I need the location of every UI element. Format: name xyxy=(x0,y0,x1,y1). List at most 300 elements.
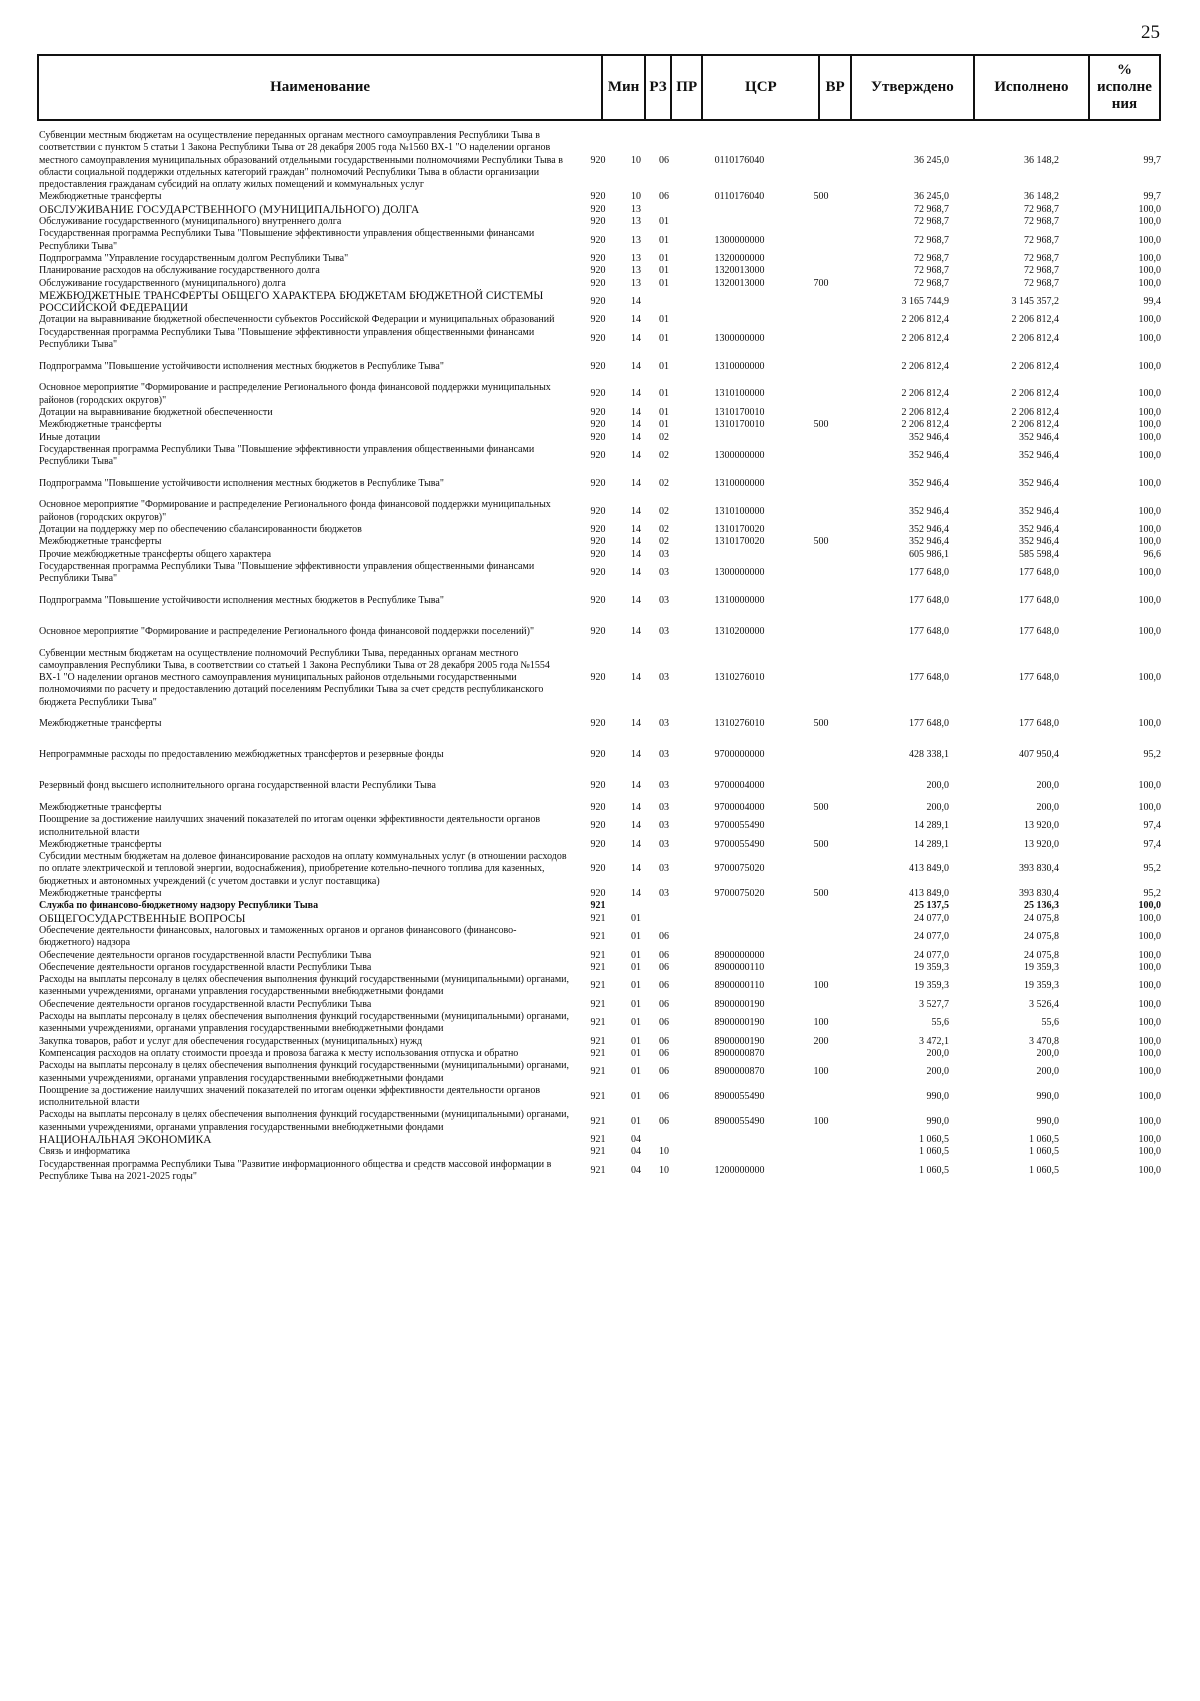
table-row xyxy=(39,1134,1161,1146)
row-percent: 96,6 xyxy=(1143,548,1161,560)
row-approved: 990,0 xyxy=(926,1090,949,1102)
row-name: Дотации на поддержку мер по обеспечению сбалансированности бюджетов xyxy=(39,524,362,536)
row-csr: 9700004000 xyxy=(714,801,765,813)
row-rz: 14 xyxy=(631,594,641,606)
row-approved: 2 206 812,4 xyxy=(901,419,949,431)
row-min: 920 xyxy=(590,780,606,792)
table-row xyxy=(39,228,1161,253)
row-approved: 200,0 xyxy=(926,1066,949,1078)
row-name: МЕЖБЮДЖЕТНЫЕ ТРАНСФЕРТЫ ОБЩЕГО ХАРАКТЕРА БЮДЖЕТАМ БЮДЖЕТНОЙ СИСТЕМЫ РОССИЙСКОЙ ФЕДЕРАЦИИ xyxy=(39,289,544,315)
row-min: 920 xyxy=(590,252,606,264)
row-executed: 72 968,7 xyxy=(1024,234,1059,246)
row-vr xyxy=(802,549,840,561)
row-csr: 8900000870 xyxy=(714,1047,765,1059)
row-vr xyxy=(802,561,840,586)
row-name: Основное мероприятие "Формирование и распределение Регионального фонда финансовой поддержки поселений)" xyxy=(39,625,535,637)
row-pr xyxy=(651,1134,677,1146)
row-approved: 177 648,0 xyxy=(909,567,949,579)
row-name: Резервный фонд высшего исполнительного органа государственной власти Республики Тыва xyxy=(39,780,436,792)
row-csr: 9700075020 xyxy=(714,888,765,900)
row-rz: 01 xyxy=(631,949,641,961)
row-name: Подпрограмма "Повышение устойчивости исполнения местных бюджетов в Республике Тыва" xyxy=(39,360,444,372)
table-row xyxy=(39,839,1161,851)
row-min: 920 xyxy=(590,406,606,418)
table-row xyxy=(39,407,1161,419)
row-rz: 14 xyxy=(631,548,641,560)
row-executed: 352 946,4 xyxy=(1019,477,1059,489)
row-approved: 200,0 xyxy=(926,780,949,792)
row-name: Расходы на выплаты персоналу в целях обеспечения выполнения функций государственными (муниципальными) органами, казенными учреждениями, органами управления государственными внебюджетными фондами xyxy=(39,974,570,998)
row-min: 921 xyxy=(590,1115,606,1127)
row-pr xyxy=(651,913,677,925)
row-rz: 14 xyxy=(631,567,641,579)
row-vr: 500 xyxy=(813,191,829,203)
row-csr: 1320013000 xyxy=(714,277,765,289)
row-pr: 06 xyxy=(659,998,669,1010)
row-percent: 100,0 xyxy=(1138,216,1161,228)
row-vr xyxy=(802,130,840,191)
row-percent: 95,2 xyxy=(1143,888,1161,900)
row-executed: 1 060,5 xyxy=(1029,1146,1059,1158)
row-csr: 1310000000 xyxy=(714,477,765,489)
row-executed: 24 075,8 xyxy=(1024,949,1059,961)
row-executed: 72 968,7 xyxy=(1024,216,1059,228)
row-percent: 100,0 xyxy=(1138,912,1161,924)
table-row xyxy=(39,1159,1161,1184)
row-vr xyxy=(802,913,840,925)
row-vr xyxy=(802,253,840,265)
row-pr: 03 xyxy=(659,625,669,637)
row-name: Межбюджетные трансферты xyxy=(39,718,162,730)
row-vr xyxy=(802,851,840,888)
row-approved: 72 968,7 xyxy=(914,203,949,215)
table-row xyxy=(39,314,1161,326)
row-pr: 02 xyxy=(659,449,669,461)
row-approved: 428 338,1 xyxy=(909,749,949,761)
row-vr xyxy=(802,432,840,444)
table-row xyxy=(39,771,1161,802)
row-executed: 2 206 812,4 xyxy=(1011,419,1059,431)
row-approved: 352 946,4 xyxy=(909,536,949,548)
row-percent: 97,4 xyxy=(1143,820,1161,832)
row-pr: 01 xyxy=(659,216,669,228)
row-vr: 700 xyxy=(813,277,829,289)
row-rz: 14 xyxy=(631,801,641,813)
row-approved: 72 968,7 xyxy=(914,216,949,228)
row-min: 920 xyxy=(590,265,606,277)
row-percent: 100,0 xyxy=(1138,1146,1161,1158)
row-csr xyxy=(677,1134,802,1146)
row-executed: 13 920,0 xyxy=(1024,820,1059,832)
row-pr: 01 xyxy=(659,360,669,372)
row-pr xyxy=(651,204,677,216)
row-rz: 14 xyxy=(631,449,641,461)
row-pr: 06 xyxy=(659,1090,669,1102)
row-min: 920 xyxy=(590,191,606,203)
row-executed: 990,0 xyxy=(1036,1090,1059,1102)
row-executed: 19 359,3 xyxy=(1024,980,1059,992)
row-min: 920 xyxy=(590,203,606,215)
row-min: 921 xyxy=(590,1164,606,1176)
row-executed: 2 206 812,4 xyxy=(1011,406,1059,418)
row-approved: 72 968,7 xyxy=(914,277,949,289)
row-name: Дотации на выравнивание бюджетной обеспеченности xyxy=(39,406,273,418)
row-pr: 03 xyxy=(659,863,669,875)
row-vr xyxy=(802,265,840,277)
row-rz: 13 xyxy=(631,265,641,277)
row-min: 920 xyxy=(590,548,606,560)
row-min: 921 xyxy=(590,1066,606,1078)
table-row xyxy=(39,648,1161,709)
row-rz: 13 xyxy=(631,252,641,264)
row-approved: 55,6 xyxy=(931,1017,949,1029)
row-rz: 01 xyxy=(631,1047,641,1059)
row-approved: 413 849,0 xyxy=(909,888,949,900)
row-percent: 100,0 xyxy=(1138,431,1161,443)
row-name: Иные дотации xyxy=(39,431,101,443)
row-vr xyxy=(802,1048,840,1060)
row-csr xyxy=(677,913,802,925)
row-vr xyxy=(802,327,840,352)
row-min: 921 xyxy=(590,931,606,943)
row-approved: 36 245,0 xyxy=(914,154,949,166)
row-executed: 72 968,7 xyxy=(1024,265,1059,277)
table-row xyxy=(39,962,1161,974)
row-vr xyxy=(802,228,840,253)
row-vr xyxy=(802,1134,840,1146)
table-row xyxy=(39,1060,1161,1085)
row-pr: 06 xyxy=(659,1115,669,1127)
row-vr xyxy=(802,204,840,216)
row-percent: 100,0 xyxy=(1138,314,1161,326)
row-executed: 13 920,0 xyxy=(1024,838,1059,850)
row-executed: 177 648,0 xyxy=(1019,672,1059,684)
row-executed: 3 470,8 xyxy=(1029,1035,1059,1047)
row-pr: 03 xyxy=(659,820,669,832)
row-name: Планирование расходов на обслуживание государственного долга xyxy=(39,265,320,277)
row-pr: 01 xyxy=(659,406,669,418)
table-row xyxy=(39,499,1161,524)
row-percent: 100,0 xyxy=(1138,203,1161,215)
row-approved: 24 077,0 xyxy=(914,912,949,924)
row-pr: 01 xyxy=(659,234,669,246)
row-min: 920 xyxy=(590,594,606,606)
row-rz: 14 xyxy=(631,838,641,850)
row-csr xyxy=(677,1146,802,1158)
header-executed: Исполнено xyxy=(974,55,1089,120)
row-approved: 177 648,0 xyxy=(909,718,949,730)
row-rz: 14 xyxy=(631,431,641,443)
row-executed: 407 950,4 xyxy=(1019,749,1059,761)
row-approved: 72 968,7 xyxy=(914,252,949,264)
row-rz: 01 xyxy=(631,1090,641,1102)
row-pr: 06 xyxy=(659,961,669,973)
row-pr: 03 xyxy=(659,749,669,761)
row-pr: 03 xyxy=(659,718,669,730)
table-row xyxy=(39,802,1161,814)
row-name: Государственная программа Республики Тыва "Повышение эффективности управления общественными финансами Республики Тыва" xyxy=(39,443,535,468)
row-csr: 9700000000 xyxy=(714,749,765,761)
row-min: 920 xyxy=(590,314,606,326)
row-vr xyxy=(802,1085,840,1110)
row-approved: 2 206 812,4 xyxy=(901,388,949,400)
row-csr: 8900055490 xyxy=(714,1115,765,1127)
row-vr: 500 xyxy=(813,801,829,813)
row-min: 920 xyxy=(590,431,606,443)
row-pr: 03 xyxy=(659,888,669,900)
row-pr xyxy=(651,900,677,912)
row-rz: 13 xyxy=(631,203,641,215)
table-row xyxy=(39,900,1161,912)
row-min: 920 xyxy=(590,888,606,900)
row-rz: 01 xyxy=(631,1115,641,1127)
row-vr xyxy=(802,648,840,709)
row-rz: 01 xyxy=(631,1017,641,1029)
row-csr: 8900000190 xyxy=(714,998,765,1010)
row-percent: 100,0 xyxy=(1138,1066,1161,1078)
header-percent-label: исполне ния xyxy=(1096,78,1152,113)
row-executed: 585 598,4 xyxy=(1019,548,1059,560)
row-vr: 500 xyxy=(813,536,829,548)
row-vr: 500 xyxy=(813,888,829,900)
table-row xyxy=(39,561,1161,586)
row-pr: 06 xyxy=(659,931,669,943)
row-executed: 352 946,4 xyxy=(1019,505,1059,517)
row-rz: 14 xyxy=(631,388,641,400)
row-name: Расходы на выплаты персоналу в целях обеспечения выполнения функций государственными (муниципальными) органами, казенными учреждениями, органами управления государственными внебюджетными фондами xyxy=(39,1060,570,1084)
table-row xyxy=(39,204,1161,216)
row-csr xyxy=(677,204,802,216)
row-min: 920 xyxy=(590,296,606,307)
row-name: Субвенции местным бюджетам на осуществление полномочий Республики Тыва, переданных органам местного самоуправления Республики Тыва, в соответствии со статьей 1 Закона Республики Тыва от 28 декабря 2005 года №1554 ВХ-1 "О наделении органов местного самоуправления муниципальных районов отдельными государственными полномочиями по расчету и предоставлению дотаций поселениям Республики Тыва за счет средств республиканского бюджета Республики Тыва" xyxy=(39,647,550,708)
row-executed: 3 145 357,2 xyxy=(1011,296,1059,307)
row-executed: 393 830,4 xyxy=(1019,863,1059,875)
table-row xyxy=(39,1085,1161,1110)
row-executed: 177 648,0 xyxy=(1019,625,1059,637)
row-vr xyxy=(802,814,840,839)
row-csr: 1310276010 xyxy=(714,672,765,684)
row-approved: 2 206 812,4 xyxy=(901,332,949,344)
row-pr: 01 xyxy=(659,314,669,326)
row-name: Обеспечение деятельности органов государственной власти Республики Тыва xyxy=(39,998,372,1010)
row-rz: 01 xyxy=(631,1035,641,1047)
row-rz: 14 xyxy=(631,314,641,326)
row-name: Основное мероприятие "Формирование и распределение Регионального фонда финансовой поддержки муниципальных районов (городских округов)" xyxy=(39,499,551,523)
row-percent: 100,0 xyxy=(1138,477,1161,489)
row-percent: 100,0 xyxy=(1138,360,1161,372)
row-name: Государственная программа Республики Тыва "Повышение эффективности управления общественными финансами Республики Тыва" xyxy=(39,326,535,351)
row-vr xyxy=(802,407,840,419)
row-executed: 990,0 xyxy=(1036,1115,1059,1127)
table-row xyxy=(39,290,1161,315)
row-csr: 1300000000 xyxy=(714,234,765,246)
row-pr: 01 xyxy=(659,419,669,431)
row-approved: 19 359,3 xyxy=(914,961,949,973)
row-name: Непрограммные расходы по предоставлению межбюджетных трансфертов и резервные фонды xyxy=(39,749,444,761)
row-csr: 1310200000 xyxy=(714,625,765,637)
row-csr xyxy=(677,314,802,326)
row-approved: 3 165 744,9 xyxy=(901,296,949,307)
row-csr xyxy=(677,290,802,315)
row-vr xyxy=(802,1159,840,1184)
row-percent: 100,0 xyxy=(1138,419,1161,431)
row-vr: 100 xyxy=(813,1017,829,1029)
row-csr: 1310170020 xyxy=(714,536,765,548)
row-executed: 72 968,7 xyxy=(1024,203,1059,215)
table-row xyxy=(39,253,1161,265)
row-name: Межбюджетные трансферты xyxy=(39,888,162,900)
table-row xyxy=(39,709,1161,740)
row-executed: 2 206 812,4 xyxy=(1011,332,1059,344)
row-rz: 04 xyxy=(631,1134,641,1145)
row-approved: 990,0 xyxy=(926,1115,949,1127)
row-rz: 10 xyxy=(631,191,641,203)
row-vr xyxy=(802,290,840,315)
row-csr: 1310100000 xyxy=(714,505,765,517)
row-executed: 55,6 xyxy=(1041,1017,1059,1029)
table-row xyxy=(39,536,1161,548)
row-min: 920 xyxy=(590,863,606,875)
row-percent: 100,0 xyxy=(1138,949,1161,961)
row-csr: 1310000000 xyxy=(714,594,765,606)
row-min: 920 xyxy=(590,388,606,400)
row-csr: 9700055490 xyxy=(714,838,765,850)
row-name: Межбюджетные трансферты xyxy=(39,191,162,203)
row-percent: 100,0 xyxy=(1138,332,1161,344)
row-vr xyxy=(802,351,840,382)
row-csr: 1300000000 xyxy=(714,449,765,461)
row-name: Расходы на выплаты персоналу в целях обеспечения выполнения функций государственными (муниципальными) органами, казенными учреждениями, органами управления государственными внебюджетными фондами xyxy=(39,1011,570,1035)
row-approved: 413 849,0 xyxy=(909,863,949,875)
row-min: 921 xyxy=(590,912,606,924)
row-rz: 14 xyxy=(631,360,641,372)
header-min: Мин xyxy=(602,55,645,120)
row-percent: 100,0 xyxy=(1138,388,1161,400)
row-csr xyxy=(677,900,802,912)
row-min: 920 xyxy=(590,419,606,431)
row-executed: 393 830,4 xyxy=(1019,888,1059,900)
row-percent: 99,4 xyxy=(1143,296,1161,307)
row-vr xyxy=(802,740,840,771)
budget-table-body xyxy=(39,130,1161,1183)
row-min: 921 xyxy=(590,1146,606,1158)
row-name: ОБЩЕГОСУДАРСТВЕННЫЕ ВОПРОСЫ xyxy=(39,912,246,925)
row-csr: 1310170010 xyxy=(714,406,765,418)
row-pr: 01 xyxy=(659,265,669,277)
row-percent: 100,0 xyxy=(1138,567,1161,579)
header-percent xyxy=(1089,55,1160,120)
row-vr xyxy=(802,468,840,499)
row-percent: 100,0 xyxy=(1138,234,1161,246)
row-percent: 95,2 xyxy=(1143,863,1161,875)
row-rz: 14 xyxy=(631,780,641,792)
row-pr: 10 xyxy=(659,1146,669,1158)
row-approved: 3 527,7 xyxy=(919,998,949,1010)
row-csr: 1320013000 xyxy=(714,265,765,277)
row-name: Основное мероприятие "Формирование и распределение Регионального фонда финансовой поддержки муниципальных районов (городских округов)" xyxy=(39,382,551,406)
row-vr: 100 xyxy=(813,980,829,992)
page-number: 25 xyxy=(1141,22,1160,43)
row-min: 920 xyxy=(590,536,606,548)
row-approved: 605 986,1 xyxy=(909,548,949,560)
row-executed: 19 359,3 xyxy=(1024,961,1059,973)
row-vr xyxy=(802,314,840,326)
row-executed: 177 648,0 xyxy=(1019,567,1059,579)
row-vr: 500 xyxy=(813,718,829,730)
row-approved: 352 946,4 xyxy=(909,505,949,517)
row-approved: 14 289,1 xyxy=(914,838,949,850)
row-pr: 03 xyxy=(659,838,669,850)
row-csr: 0110176040 xyxy=(714,191,765,203)
row-name: Межбюджетные трансферты xyxy=(39,838,162,850)
row-percent: 100,0 xyxy=(1138,801,1161,813)
row-name: Компенсация расходов на оплату стоимости проезда и провоза багажа к месту использования отпуска и обратно xyxy=(39,1047,519,1059)
row-percent: 100,0 xyxy=(1138,1115,1161,1127)
row-rz: 14 xyxy=(631,296,641,307)
row-vr xyxy=(802,617,840,648)
row-approved: 2 206 812,4 xyxy=(901,406,949,418)
row-min: 921 xyxy=(590,1047,606,1059)
row-vr: 100 xyxy=(813,1066,829,1078)
table-row xyxy=(39,888,1161,900)
row-rz: 13 xyxy=(631,216,641,228)
row-name: Дотации на выравнивание бюджетной обеспеченности субъектов Российской Федерации и муниципальных образований xyxy=(39,314,555,326)
row-rz: 14 xyxy=(631,505,641,517)
row-csr: 1310276010 xyxy=(714,718,765,730)
row-percent: 100,0 xyxy=(1138,980,1161,992)
row-min: 920 xyxy=(590,820,606,832)
row-min: 921 xyxy=(590,1090,606,1102)
row-percent: 100,0 xyxy=(1138,780,1161,792)
header-percent-sign: % xyxy=(1116,61,1132,78)
row-vr xyxy=(802,216,840,228)
row-approved: 1 060,5 xyxy=(919,1164,949,1176)
row-min: 921 xyxy=(590,980,606,992)
row-name: Государственная программа Республики Тыва "Развитие информационного общества и средств массовой информации в Республике Тыва на 2021-2025 годы" xyxy=(39,1158,552,1182)
row-percent: 100,0 xyxy=(1138,998,1161,1010)
row-min: 921 xyxy=(590,998,606,1010)
row-percent: 100,0 xyxy=(1138,718,1161,730)
row-min: 921 xyxy=(590,1035,606,1047)
row-percent: 100,0 xyxy=(1138,1090,1161,1102)
header-rz: РЗ xyxy=(645,55,671,120)
row-name: Межбюджетные трансферты xyxy=(39,419,162,431)
row-approved: 177 648,0 xyxy=(909,594,949,606)
row-name: Служба по финансово-бюджетному надзору Республики Тыва xyxy=(39,900,319,912)
header-vr: ВР xyxy=(819,55,850,120)
row-min: 920 xyxy=(590,477,606,489)
row-approved: 352 946,4 xyxy=(909,477,949,489)
row-vr xyxy=(802,586,840,617)
row-csr: 1300000000 xyxy=(714,567,765,579)
row-name: Государственная программа Республики Тыва "Повышение эффективности управления общественными финансами Республики Тыва" xyxy=(39,560,535,585)
row-executed: 2 206 812,4 xyxy=(1011,388,1059,400)
row-rz: 14 xyxy=(631,332,641,344)
row-csr: 0110176040 xyxy=(714,154,765,166)
table-row xyxy=(39,1011,1161,1036)
row-name: Обеспечение деятельности финансовых, налоговых и таможенных органов и органов финансового (финансово-бюджетного) надзора xyxy=(39,924,517,949)
row-percent: 99,7 xyxy=(1143,154,1161,166)
row-vr: 500 xyxy=(813,838,829,850)
row-name: Закупка товаров, работ и услуг для обеспечения государственных (муниципальных) нужд xyxy=(39,1035,423,1047)
row-pr: 10 xyxy=(659,1164,669,1176)
table-row xyxy=(39,1109,1161,1134)
row-approved: 2 206 812,4 xyxy=(901,360,949,372)
table-row xyxy=(39,444,1161,469)
row-name: Субсидии местным бюджетам на долевое финансирование расходов на оплату коммунальных услуг (в отношении расходов по оплате электрической и тепловой энергии, водоснабжения), приобретение котельно-печного топлива для казенных, бюджетных и автономных учреждений (с учетом доставки и услуг поставщика) xyxy=(39,851,567,887)
row-csr: 9700055490 xyxy=(714,820,765,832)
row-pr: 03 xyxy=(659,801,669,813)
